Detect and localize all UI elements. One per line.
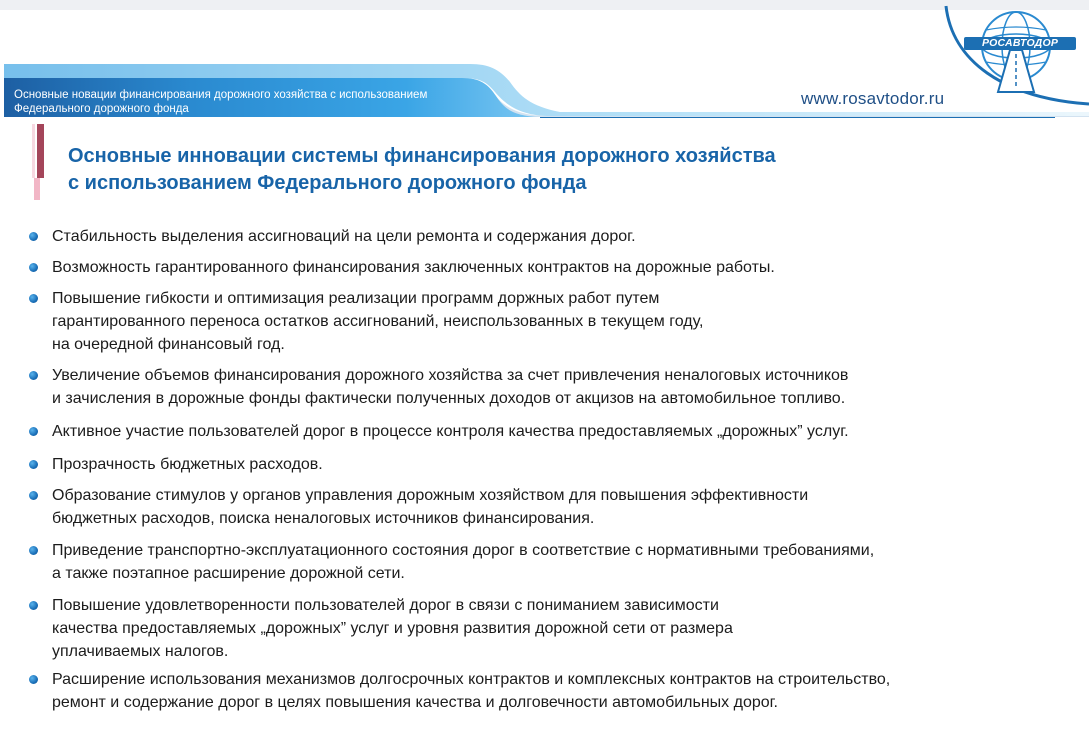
bullet-icon bbox=[29, 491, 38, 500]
bullet-item-5 bbox=[52, 420, 1062, 443]
bullet-line: на очередной финансовый год. bbox=[52, 336, 285, 353]
bullet-line: и зачисления в дорожные фонды фактически полученных доходов от акцизов на автомобильное топливо. bbox=[52, 390, 846, 407]
bullet-line: Повышение удовлетворенности пользователей дорог в связи с пониманием зависимости bbox=[52, 597, 719, 614]
bullet-icon bbox=[29, 601, 38, 610]
bullet-icon bbox=[29, 675, 38, 684]
bullet-item-7 bbox=[52, 484, 1062, 530]
bullet-line: гарантированного переноса остатков ассигнований, неиспользованных в текущем году, bbox=[52, 313, 704, 330]
bullet-line: Активное участие пользователей дорог в процессе контроля качества предоставляемых „дорожных” услуг. bbox=[52, 423, 849, 440]
bullet-item-8 bbox=[52, 539, 1062, 585]
bullet-line: Расширение использования механизмов долгосрочных контрактов и комплексных контрактов на строительство, bbox=[52, 671, 891, 688]
bullet-item-2 bbox=[52, 256, 1062, 279]
header-caption-line-2: Федерального дорожного фонда bbox=[14, 103, 189, 115]
bullet-line: Возможность гарантированного финансирования заключенных контрактов на дорожные работы. bbox=[52, 259, 775, 276]
bullet-item-10 bbox=[52, 668, 1062, 714]
bullet-line: Увеличение объемов финансирования дорожного хозяйства за счет привлечения неналоговых источников bbox=[52, 367, 849, 384]
bullet-line: качества предоставляемых „дорожных” услуг и уровня развития дорожной сети от размера bbox=[52, 620, 733, 637]
bullet-icon bbox=[29, 427, 38, 436]
site-url-link[interactable]: www.rosavtodor.ru bbox=[801, 89, 945, 108]
bullet-line: Приведение транспортно-эксплуатационного состояния дорог в соответствие с нормативными требованиями, bbox=[52, 542, 875, 559]
bullet-icon bbox=[29, 263, 38, 272]
bullet-line: уплачиваемых налогов. bbox=[52, 643, 229, 660]
bullet-item-6 bbox=[52, 453, 1062, 476]
slide-title-line-2: с использованием Федерального дорожного фонда bbox=[68, 172, 587, 194]
bullet-icon bbox=[29, 371, 38, 380]
header-caption-line-1: Основные новации финансирования дорожного хозяйства с использованием bbox=[14, 89, 428, 101]
bullet-icon bbox=[29, 460, 38, 469]
bullet-line: Образование стимулов у органов управления дорожным хозяйством для повышения эффективности bbox=[52, 487, 809, 504]
bullet-line: Прозрачность бюджетных расходов. bbox=[52, 456, 323, 473]
slide-title-line-1: Основные инновации системы финансирования дорожного хозяйства bbox=[68, 145, 776, 167]
bullet-line: бюджетных расходов, поиска неналоговых источников финансирования. bbox=[52, 510, 595, 527]
bullet-icon bbox=[29, 294, 38, 303]
logo-wordmark: РОСАВТОДОР bbox=[981, 37, 1059, 49]
bullet-item-4 bbox=[52, 364, 1062, 410]
bullet-icon bbox=[29, 232, 38, 241]
bullet-line: ремонт и содержание дорог в целях повышения качества и долговечности автомобильных дорог. bbox=[52, 694, 778, 711]
bullet-line: Повышение гибкости и оптимизация реализации программ доржных работ путем bbox=[52, 290, 660, 307]
bullet-item-1 bbox=[52, 225, 1062, 248]
bullet-item-3 bbox=[52, 287, 1062, 356]
bullet-item-9 bbox=[52, 594, 1062, 663]
bullet-line: Стабильность выделения ассигноваций на цели ремонта и содержания дорог. bbox=[52, 228, 636, 245]
bullet-line: а также поэтапное расширение дорожной сети. bbox=[52, 565, 405, 582]
bullet-icon bbox=[29, 546, 38, 555]
